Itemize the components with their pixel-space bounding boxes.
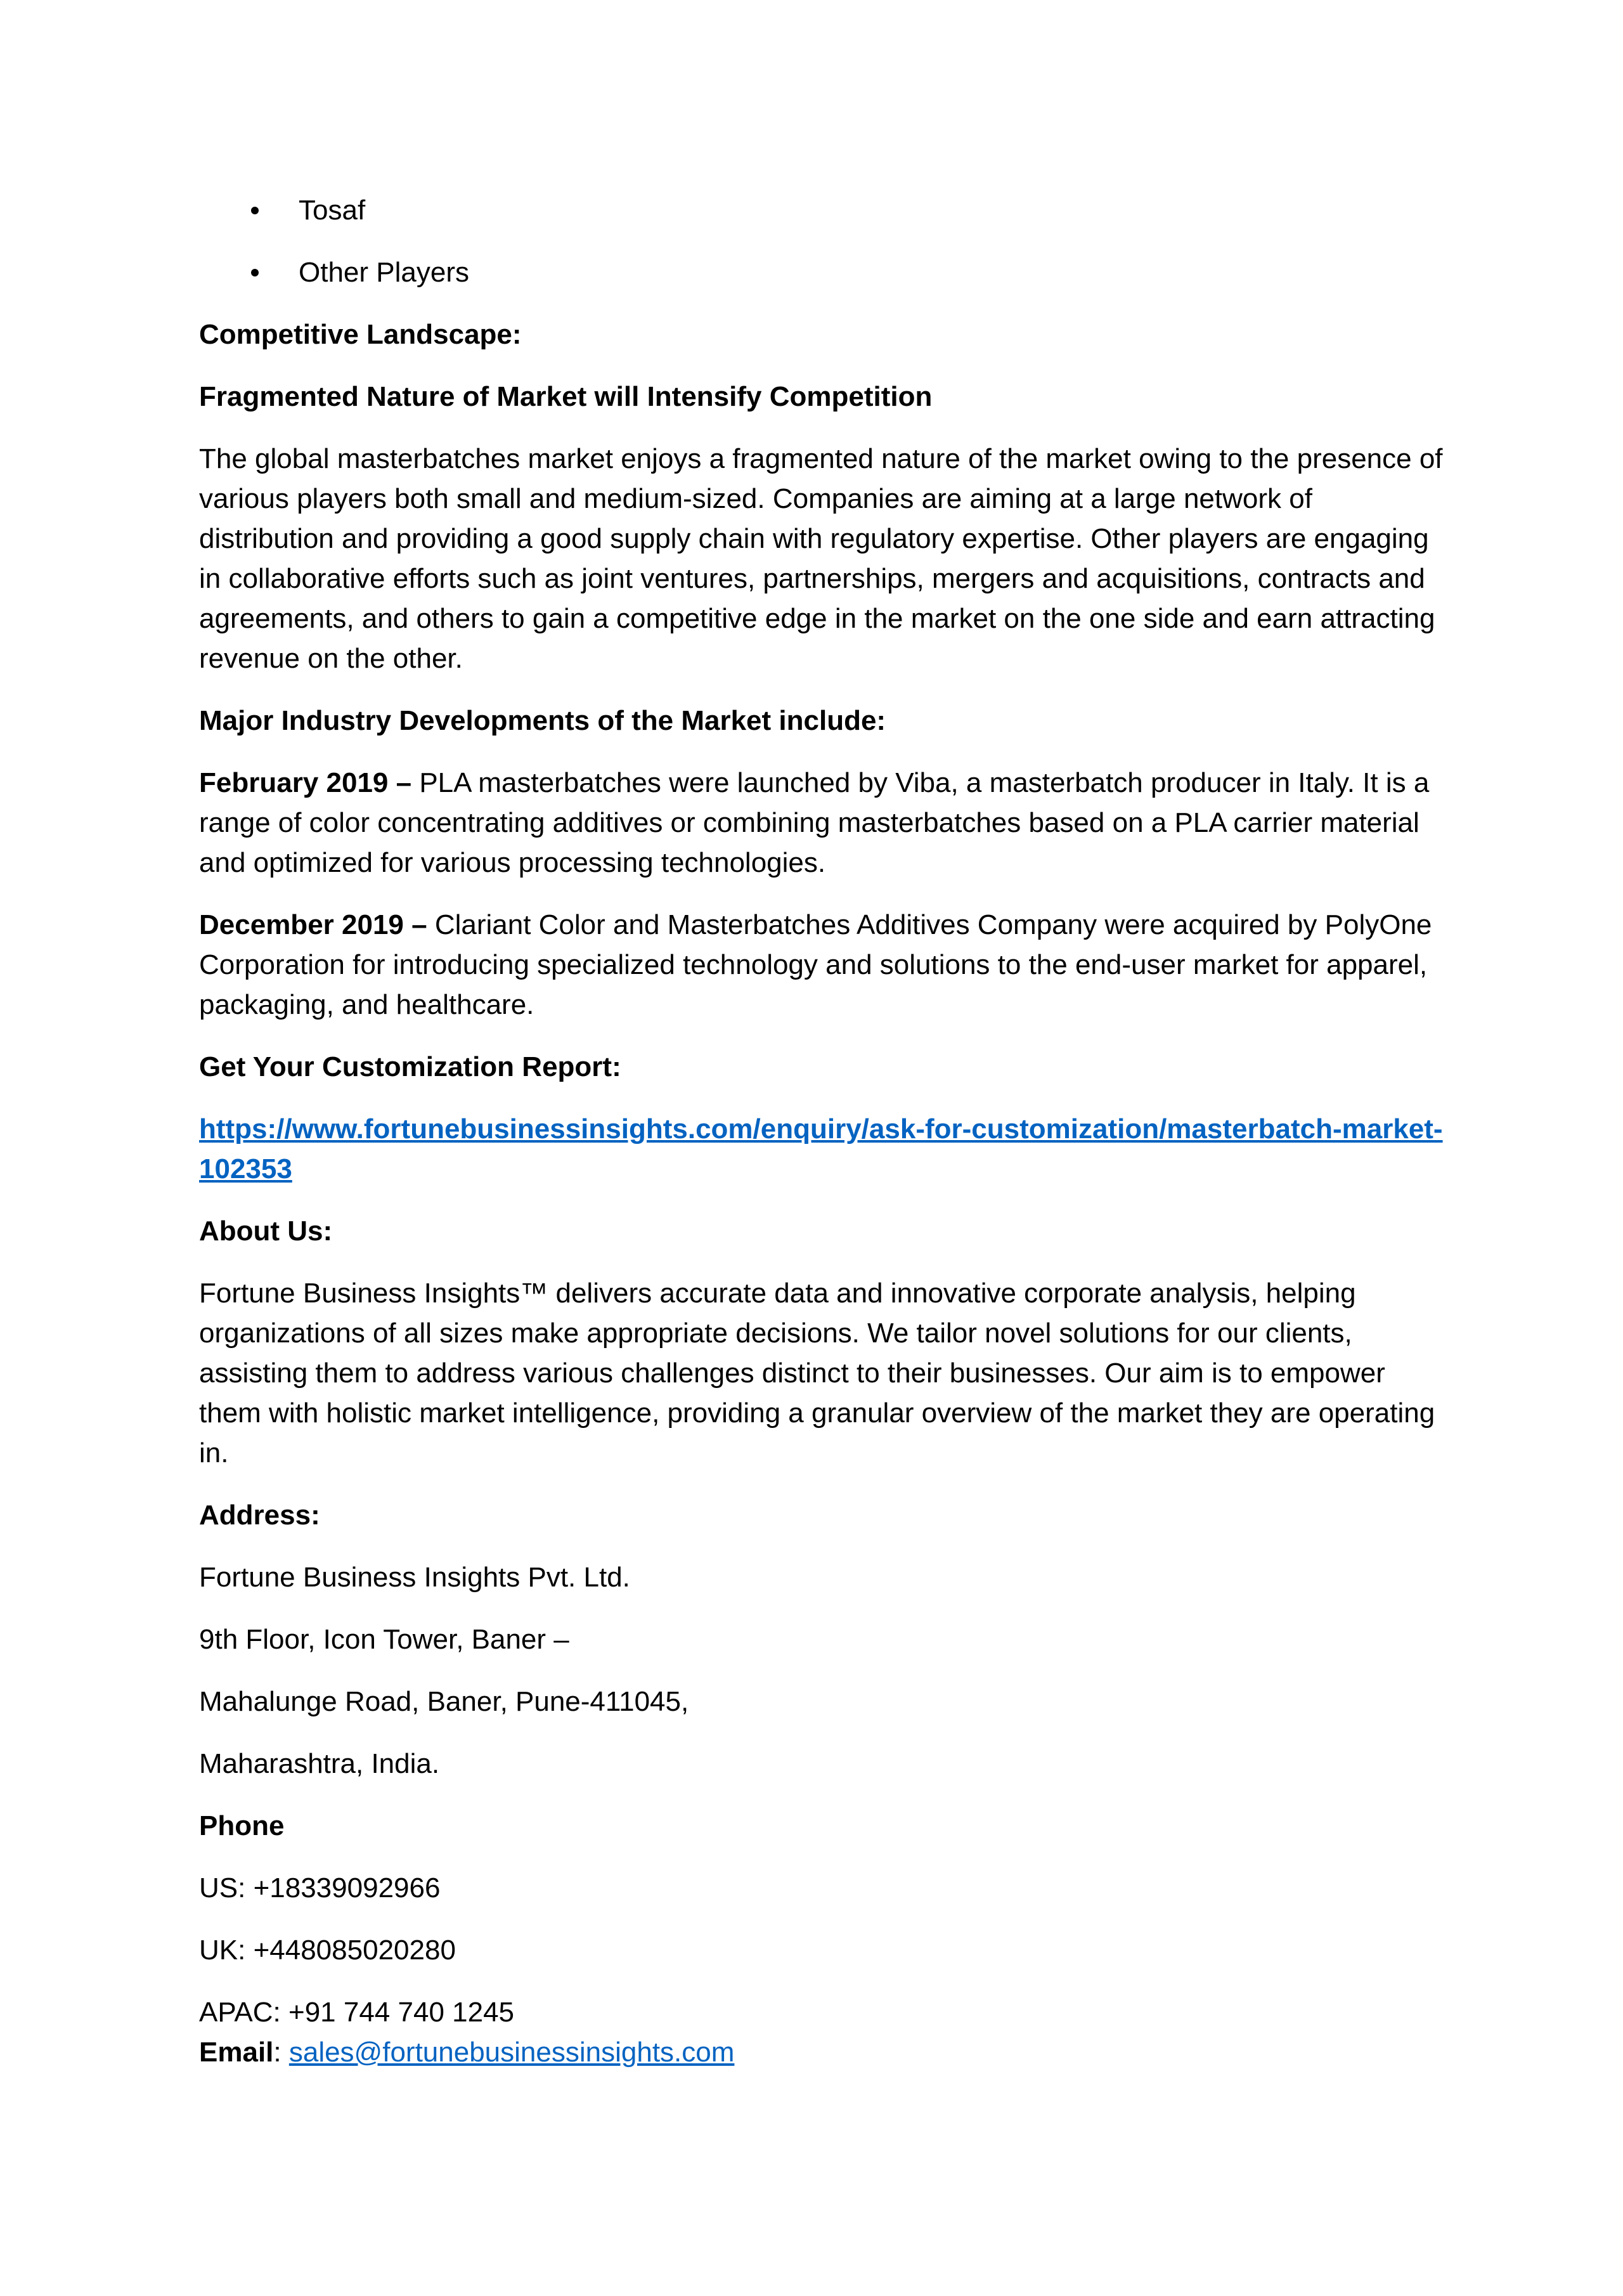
address-heading: Address: xyxy=(199,1500,320,1531)
development-item xyxy=(199,763,1448,883)
customization-link[interactable]: https://www.fortunebusinessinsights.com/enquiry/ask-for-customization/masterbatch-market-102353 xyxy=(199,1113,1443,1184)
phone-apac: APAC: +91 744 740 1245 xyxy=(199,1997,515,2028)
address-line: Fortune Business Insights Pvt. Ltd. xyxy=(199,1562,630,1593)
fragmented-market-heading: Fragmented Nature of Market will Intensify Competition xyxy=(199,381,933,412)
fragmented-market-paragraph: The global masterbatches market enjoys a fragmented nature of the market owing to the presence of various players both small and medium-sized. Companies are aiming at a large network of distribution and providing a good supply chain with regulatory expertise. Other players are engaging in collaborative efforts such as joint ventures, partnerships, mergers and acquisitions, contracts and agreements, and others to gain a competitive edge in the market on the one side and earn attracting revenue on the other. xyxy=(199,443,1443,674)
email-separator: : xyxy=(273,2037,289,2068)
development-date: February 2019 – xyxy=(199,767,412,798)
development-text: PLA masterbatches were launched by Viba, a masterbatch producer in Italy. It is a range of color concentrating additives or combining masterbatches based on a PLA carrier material and optimized for various processing technologies. xyxy=(199,767,1430,878)
bullet-icon xyxy=(251,269,259,276)
address-line: Maharashtra, India. xyxy=(199,1748,440,1779)
development-text: Clariant Color and Masterbatches Additives Company were acquired by PolyOne Corporation for introducing specialized technology and solutions to the end-user market for apparel, packaging, and healthcare. xyxy=(199,909,1432,1020)
list-item xyxy=(199,252,1448,292)
development-date: December 2019 – xyxy=(199,909,427,940)
company-bullet-list xyxy=(199,190,1448,292)
competitive-landscape-heading: Competitive Landscape: xyxy=(199,319,522,350)
list-item-label: Tosaf xyxy=(299,195,366,226)
address-line: Mahalunge Road, Baner, Pune-411045, xyxy=(199,1686,689,1717)
about-heading: About Us: xyxy=(199,1216,333,1247)
developments-heading: Major Industry Developments of the Market include: xyxy=(199,705,886,736)
customization-link-paragraph xyxy=(199,1109,1448,1189)
document-page xyxy=(199,190,1448,2094)
about-paragraph: Fortune Business Insights™ delivers accurate data and innovative corporate analysis, helping organizations of all sizes make appropriate decisions. We tailor novel solutions for our clients, assisting them to address various challenges distinct to their businesses. Our aim is to empower them with holistic market intelligence, providing a granular overview of the market they are operating in. xyxy=(199,1278,1435,1469)
phone-us: US: +18339092966 xyxy=(199,1872,441,1904)
email-label: Email xyxy=(199,2037,274,2068)
list-item xyxy=(199,190,1448,230)
address-line: 9th Floor, Icon Tower, Baner – xyxy=(199,1624,569,1655)
email-line xyxy=(199,2032,1448,2072)
customization-heading: Get Your Customization Report: xyxy=(199,1051,621,1082)
bullet-icon xyxy=(251,207,259,214)
list-item-label: Other Players xyxy=(299,257,469,288)
email-link[interactable]: sales@fortunebusinessinsights.com xyxy=(288,2037,735,2068)
phone-uk: UK: +448085020280 xyxy=(199,1935,456,1966)
phone-heading: Phone xyxy=(199,1810,285,1841)
development-item xyxy=(199,905,1448,1025)
